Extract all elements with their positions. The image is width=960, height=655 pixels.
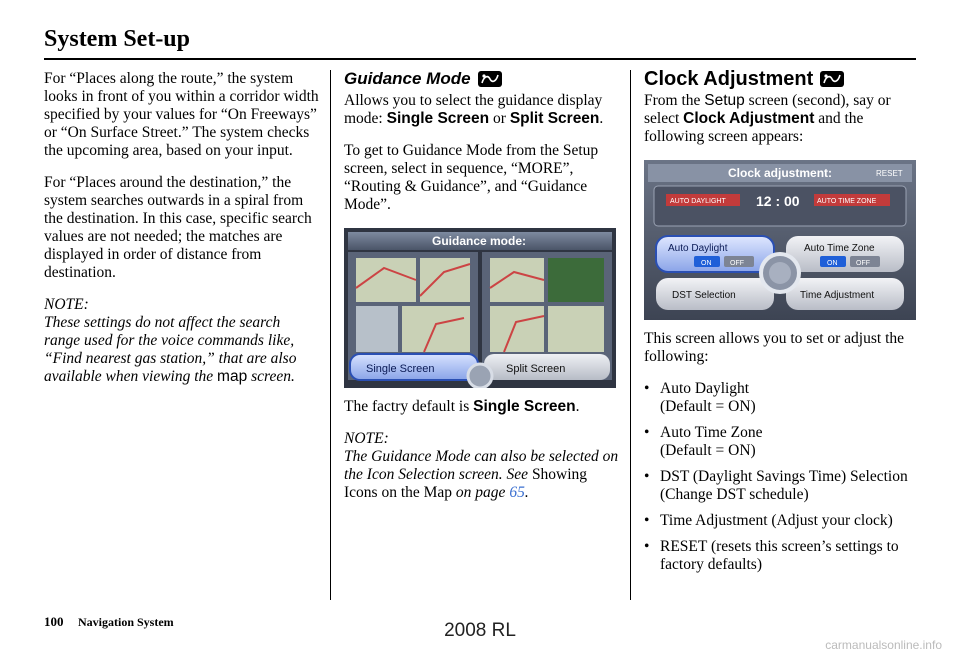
screen-title: Guidance mode: [432,234,527,248]
paragraph: Allows you to select the guidance display mode: Single Screen or Split Screen. [344,92,604,127]
column-1 [44,70,320,400]
paragraph: This screen allows you to set or adjust the following: [644,330,905,365]
guidance-mode-screenshot [344,228,616,388]
column-divider [330,70,331,600]
voice-command-icon [819,70,845,88]
voice-command-icon [477,70,503,88]
list-item: • Time Adjustment (Adjust your clock) [644,512,920,530]
paragraph: For “Places around the destination,” the system searches outwards in a spiral from the destination. In this case, specific search values are not needed; the matches are displayed in order of distance from destination. [44,174,312,281]
screen-title: Clock adjustment: [728,166,833,180]
settings-list [644,380,920,574]
svg-text:OFF: OFF [730,260,744,267]
list-item: • Auto Daylight (Default = ON) [644,380,920,416]
split-screen-option: Split Screen [506,363,566,375]
watermark: 2008 RL [444,620,516,641]
list-item: • Auto Time Zone (Default = ON) [644,424,920,460]
footer-title: Navigation System [78,615,174,629]
paragraph: To get to Guidance Mode from the Setup screen, select in sequence, “MORE”, “Routing & Guidance”, and “Guidance Mode”. [344,142,599,213]
dst-selection-option: DST Selection [672,290,736,301]
single-screen-option: Single Screen [366,363,435,375]
page-link[interactable]: 65 [509,484,525,501]
paragraph: For “Places along the route,” the system looks in front of you within a corridor width specified by your values for “On Freeways” or “On Surface Street.” The system checks the upcoming area, based on your input. [44,70,319,159]
time-adjustment-option: Time Adjustment [800,290,875,301]
auto-time-zone-option: Auto Time Zone [804,243,875,254]
site-watermark: carmanualsonline.info [825,638,942,652]
svg-text:ON: ON [827,260,838,267]
guidance-mode-heading: Guidance Mode [344,70,620,88]
column-2 [344,70,620,516]
note-label: NOTE: [344,430,389,447]
svg-text:ON: ON [701,260,712,267]
clock-adjustment-heading: Clock Adjustment [644,70,920,88]
column-divider [630,70,631,600]
clock-adjustment-screenshot [644,160,916,320]
paragraph: The factry default is Single Screen. [344,398,580,415]
page-title: System Set-up [44,26,191,52]
note-text: The Guidance Mode can also be selected on the Icon Selection screen. See Showing Icons on the Map on page 65. [344,448,619,501]
clock-time: 12 : 00 [756,193,800,209]
auto-daylight-tag: AUTO DAYLIGHT [670,198,726,205]
note-label: NOTE: [44,296,89,313]
list-item: • DST (Daylight Savings Time) Selection (Change DST schedule) [644,468,920,504]
list-item: • RESET (resets this screen’s settings to factory defaults) [644,538,920,574]
auto-time-zone-tag: AUTO TIME ZONE [817,198,877,205]
svg-text:OFF: OFF [856,260,870,267]
auto-daylight-option: Auto Daylight [668,243,728,254]
paragraph: From the Setup screen (second), say or select Clock Adjustment and the following screen appears: [644,92,891,145]
page-number: 100 [44,614,64,629]
column-3 [644,70,920,582]
reset-option: RESET [876,169,903,178]
header-rule [44,58,916,60]
note-text: These settings do not affect the search range used for the voice commands like, “Find nearest gas station,” that are also available when viewing the map screen. [44,314,297,385]
